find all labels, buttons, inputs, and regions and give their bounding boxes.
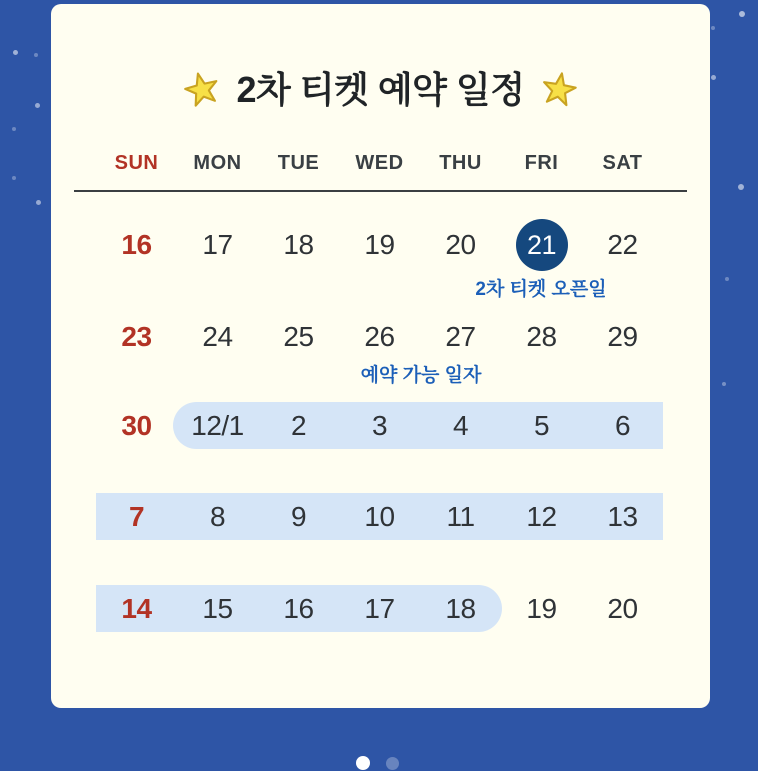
star-dot — [725, 277, 729, 281]
calendar-week-row — [96, 402, 663, 449]
weekday-header-wed: WED — [355, 151, 404, 174]
day-cell: 7 — [128, 500, 145, 532]
calendar-week-row — [96, 493, 663, 540]
day-cell: 25 — [283, 321, 314, 352]
day-cell: 26 — [364, 321, 395, 352]
star-dot — [34, 53, 38, 57]
day-cell: 10 — [364, 500, 395, 532]
star-icon — [178, 67, 224, 113]
calendar-week-row — [96, 219, 663, 267]
title-text: 2차 티켓 예약 일정 — [236, 69, 525, 110]
day-cell: 27 — [445, 321, 476, 352]
weekday-header-thu: THU — [439, 151, 482, 174]
carousel-dot-inactive[interactable] — [386, 757, 399, 770]
day-cell: 8 — [209, 500, 226, 532]
star-dot — [711, 75, 716, 80]
day-cell: 4 — [452, 409, 469, 441]
weekday-header-sat: SAT — [602, 151, 643, 174]
calendar-week-row — [96, 585, 663, 632]
day-cell: 24 — [202, 321, 233, 352]
weekday-header-row — [96, 150, 663, 176]
open-day-badge: 21 — [516, 219, 568, 271]
available-dates-label: 예약 가능 일자 — [360, 365, 482, 386]
day-cell: 11 — [446, 500, 475, 532]
day-cell: 17 — [364, 592, 395, 624]
day-cell: 18 — [445, 592, 476, 624]
day-cell: 13 — [607, 500, 638, 532]
calendar-week-row — [96, 313, 663, 361]
day-cell: 16 — [121, 229, 152, 260]
carousel-dot-active[interactable] — [356, 756, 370, 770]
day-cell: 5 — [533, 409, 550, 441]
day-cell: 17 — [202, 229, 233, 260]
day-cell: 19 — [526, 592, 557, 624]
day-cell: 2 — [290, 409, 307, 441]
weekday-header-sun: SUN — [114, 151, 159, 174]
open-day-label: 2차 티켓 오픈일 — [475, 279, 607, 300]
schedule-card — [51, 4, 710, 708]
star-dot — [739, 11, 745, 17]
star-dot — [12, 176, 16, 180]
star-icon — [537, 68, 581, 112]
star-dot — [711, 26, 715, 30]
star-dot — [36, 200, 41, 205]
star-dot — [35, 103, 40, 108]
day-cell-open-day — [501, 219, 582, 271]
day-cell: 29 — [607, 321, 638, 352]
star-dot — [722, 382, 726, 386]
day-cell: 20 — [445, 229, 476, 260]
day-cell: 15 — [202, 592, 233, 624]
weekday-header-tue: TUE — [277, 151, 320, 174]
day-cell: 18 — [283, 229, 314, 260]
star-dot — [12, 127, 16, 131]
star-dot — [13, 50, 18, 55]
day-cell: 6 — [614, 409, 631, 441]
day-cell: 22 — [607, 229, 638, 260]
day-cell: 9 — [290, 500, 307, 532]
day-cell: 12/1 — [191, 409, 244, 441]
day-cell: 23 — [121, 321, 152, 352]
day-cell: 12 — [526, 500, 557, 532]
day-cell: 16 — [283, 592, 314, 624]
day-cell: 3 — [371, 409, 388, 441]
weekday-header-fri: FRI — [524, 151, 559, 174]
day-cell: 30 — [121, 409, 152, 441]
header-divider — [74, 190, 687, 192]
day-cell: 19 — [364, 229, 395, 260]
page-title — [51, 66, 710, 114]
star-dot — [738, 184, 744, 190]
day-cell: 28 — [526, 321, 557, 352]
day-cell: 20 — [607, 592, 638, 624]
weekday-header-mon: MON — [193, 151, 242, 174]
day-cell: 14 — [121, 592, 152, 624]
